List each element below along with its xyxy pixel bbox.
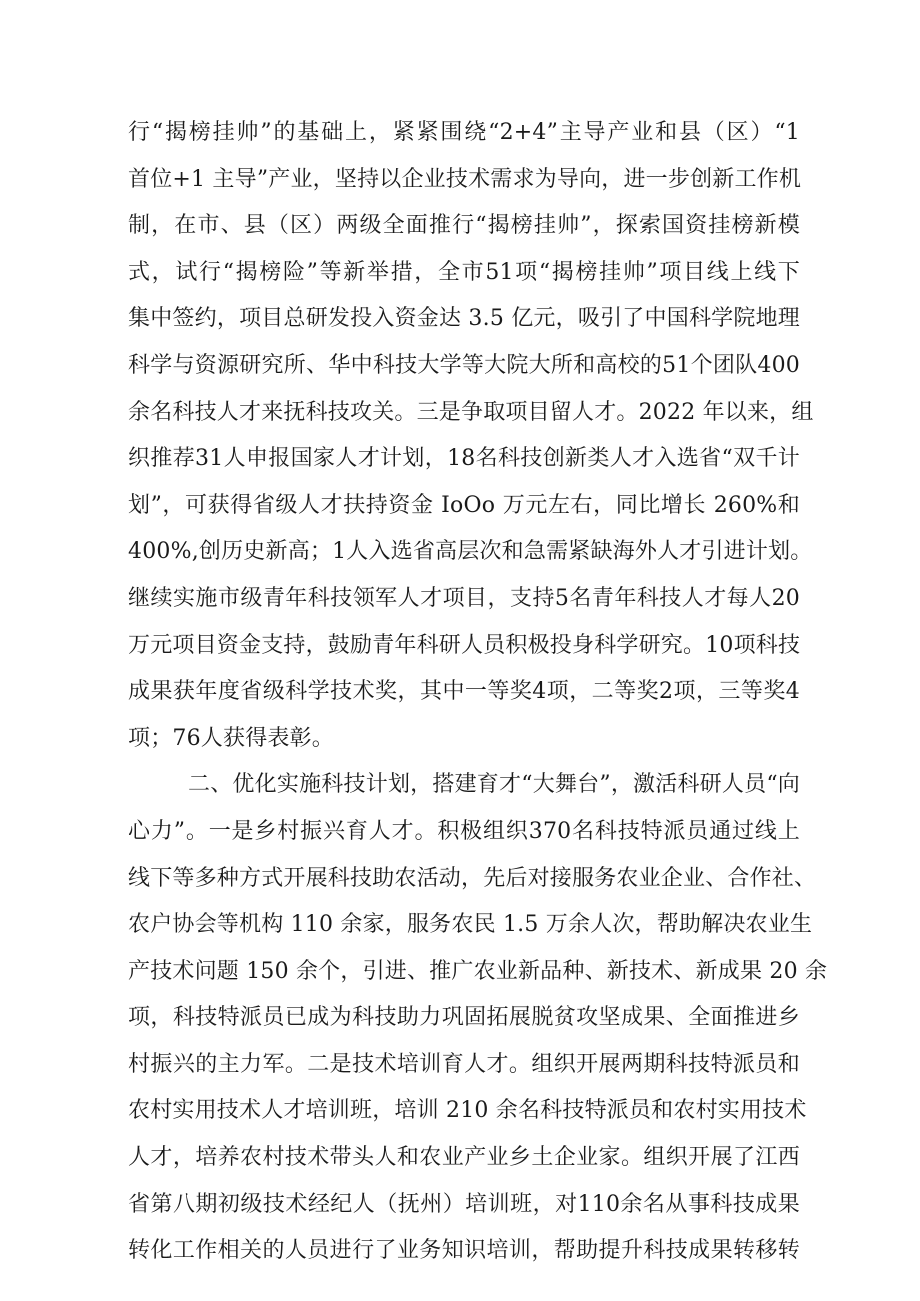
text-line: 农户协会等机构 110 余家，服务农民 1.5 万余人次，帮助解决农业生 [128, 912, 813, 938]
text-line: 项，科技特派员已成为科技助力巩固拓展脱贫攻坚成果、全面推进乡 [128, 1005, 800, 1031]
text-line: 行“揭榜挂帅”的基础上，紧紧围绕“2+4”主导产业和县（区）“1 [128, 120, 800, 145]
text-line: 成果获年度省级科学技术奖，其中一等奖4项，二等奖2项，三等奖4 [128, 679, 800, 705]
text-line: 人才，培养农村技术带头人和农业产业乡土企业家。组织开展了江西 [128, 1145, 800, 1171]
text-line: 转化工作相关的人员进行了业务知识培训，帮助提升科技成果转移转 [128, 1238, 800, 1264]
text-line: 式，试行“揭榜险”等新举措，全市51项“揭榜挂帅”项目线上线下 [128, 259, 800, 285]
text-line: 制，在市、县（区）两级全面推行“揭榜挂帅”，探索国资挂榜新模 [128, 213, 800, 239]
text-line: 继续实施市级青年科技领军人才项目，支持5名青年科技人才每人20 [128, 585, 800, 611]
text-line: 科学与资源研究所、华中科技大学等大院大所和高校的51个团队400 [128, 352, 800, 378]
text-line: 省第八期初级技术经纪人（抚州）培训班，对110余名从事科技成果 [128, 1191, 800, 1217]
text-line: 万元项目资金支持，鼓励青年科研人员积极投身科学研究。10项科技 [128, 632, 801, 658]
text-line: 村振兴的主力军。二是技术培训育人才。组织开展两期科技特派员和 [128, 1051, 800, 1077]
text-line: 项；76人获得表彰。 [128, 725, 334, 751]
text-line: 产技术问题 150 余个，引进、推广农业新品种、新技术、新成果 20 余 [128, 958, 828, 984]
text-line: 余名科技人才来抚科技攻关。三是争取项目留人才。2022 年以来，组 [128, 399, 814, 425]
text-line: 首位+1 主导”产业，坚持以企业技术需求为导向，进一步创新工作机 [128, 166, 802, 192]
text-line: 织推荐31人申报国家人才计划，18名科技创新类人才入选省“双千计 [128, 446, 800, 472]
text-line: 划”，可获得省级人才扶持资金 IoOo 万元左右，同比增长 260%和 [128, 492, 800, 518]
section-heading-line: 二、优化实施科技计划，搭建育才“大舞台”，激活科研人员“向 [188, 772, 800, 798]
body-text [128, 110, 828, 1275]
text-line: 400%,创历史新高；1人入选省高层次和急需紧缺海外人才引进计划。 [128, 539, 813, 565]
text-line: 线下等多种方式开展科技助农活动，先后对接服务农业企业、合作社、 [128, 865, 817, 891]
text-line: 集中签约，项目总研发投入资金达 3.5 亿元，吸引了中国科学院地理 [128, 306, 800, 332]
text-line: 心力”。一是乡村振兴育人才。积极组织370名科技特派员通过线上 [128, 818, 800, 844]
text-line: 农村实用技术人才培训班，培训 210 余名科技特派员和农村实用技术 [128, 1098, 807, 1124]
